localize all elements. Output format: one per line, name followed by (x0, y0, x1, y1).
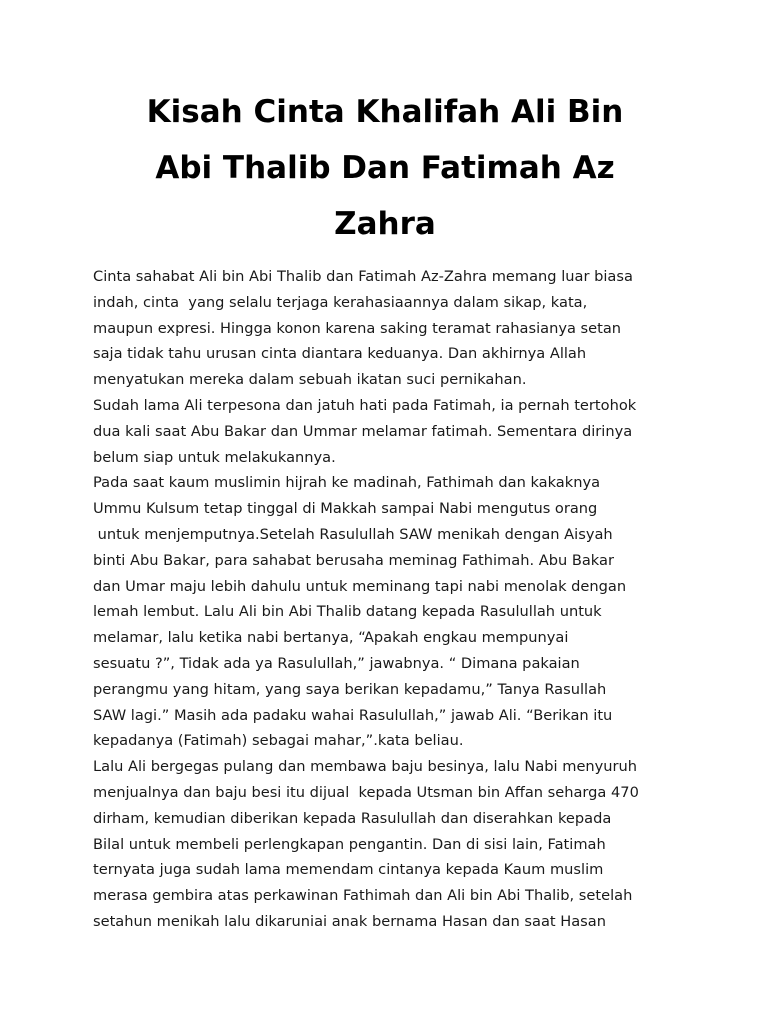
body-line: saja tidak tahu urusan cinta diantara keduanya. Dan akhirnya Allah (93, 345, 587, 363)
body-line: Sudah lama Ali terpesona dan jatuh hati pada Fatimah, ia pernah tertohok (93, 396, 637, 414)
body-line: menjualnya dan baju besi itu dijual kepada Utsman bin Affan seharga 470 (93, 783, 639, 801)
body-line: Bilal untuk membeli perlengkapan pengantin. Dan di sisi lain, Fatimah (93, 835, 606, 853)
body-line: indah, cinta yang selalu terjaga kerahasiaannya dalam sikap, kata, (93, 293, 588, 311)
body-line: Cinta sahabat Ali bin Abi Thalib dan Fatimah Az-Zahra memang luar biasa (93, 268, 633, 285)
body-line: perangmu yang hitam, yang saya berikan kepadamu,” Tanya Rasullah (93, 680, 607, 698)
page-title (90, 84, 680, 252)
body-line: maupun expresi. Hingga konon karena saking teramat rahasianya setan (93, 319, 622, 337)
title-line: Abi Thalib Dan Fatimah Az (155, 150, 615, 186)
body-line: Pada saat kaum muslimin hijrah ke madinah, Fathimah dan kakaknya (93, 474, 601, 492)
body-line: merasa gembira atas perkawinan Fathimah dan Ali bin Abi Thalib, setelah (93, 887, 633, 905)
body-line: lemah lembut. Lalu Ali bin Abi Thalib datang kepada Rasulullah untuk (93, 603, 602, 621)
title-line: Zahra (334, 206, 436, 242)
body-line: dan Umar maju lebih dahulu untuk meminang tapi nabi menolak dengan (93, 577, 627, 595)
title-line: Kisah Cinta Khalifah Ali Bin (146, 94, 624, 130)
body-line: Ummu Kulsum tetap tinggal di Makkah sampai Nabi mengutus orang (93, 500, 598, 518)
body-line: dua kali saat Abu Bakar dan Ummar melamar fatimah. Sementara dirinya (93, 422, 633, 440)
body-line: untuk menjemputnya.Setelah Rasulullah SAW menikah dengan Aisyah (93, 525, 613, 543)
body-line: setahun menikah lalu dikaruniai anak bernama Hasan dan saat Hasan (93, 912, 606, 930)
body-line: Lalu Ali bergegas pulang dan membawa baju besinya, lalu Nabi menyuruh (93, 758, 638, 776)
body-line: kepadanya (Fatimah) sebagai mahar,”.kata beliau. (93, 732, 464, 750)
body-line: binti Abu Bakar, para sahabat berusaha meminag Fathimah. Abu Bakar (93, 551, 614, 569)
body-line: sesuatu ?”, Tidak ada ya Rasulullah,” jawabnya. “ Dimana pakaian (93, 654, 580, 672)
body-line: dirham, kemudian diberikan kepada Rasulullah dan diserahkan kepada (93, 809, 612, 827)
body-line: SAW lagi.” Masih ada padaku wahai Rasulullah,” jawab Ali. “Berikan itu (93, 706, 613, 724)
body-text (93, 264, 685, 935)
body-line: belum siap untuk melakukannya. (93, 448, 336, 466)
body-line: melamar, lalu ketika nabi bertanya, “Apakah engkau mempunyai (93, 629, 569, 647)
body-line: menyatukan mereka dalam sebuah ikatan suci pernikahan. (93, 371, 527, 389)
body-line: ternyata juga sudah lama memendam cintanya kepada Kaum muslim (93, 861, 604, 879)
